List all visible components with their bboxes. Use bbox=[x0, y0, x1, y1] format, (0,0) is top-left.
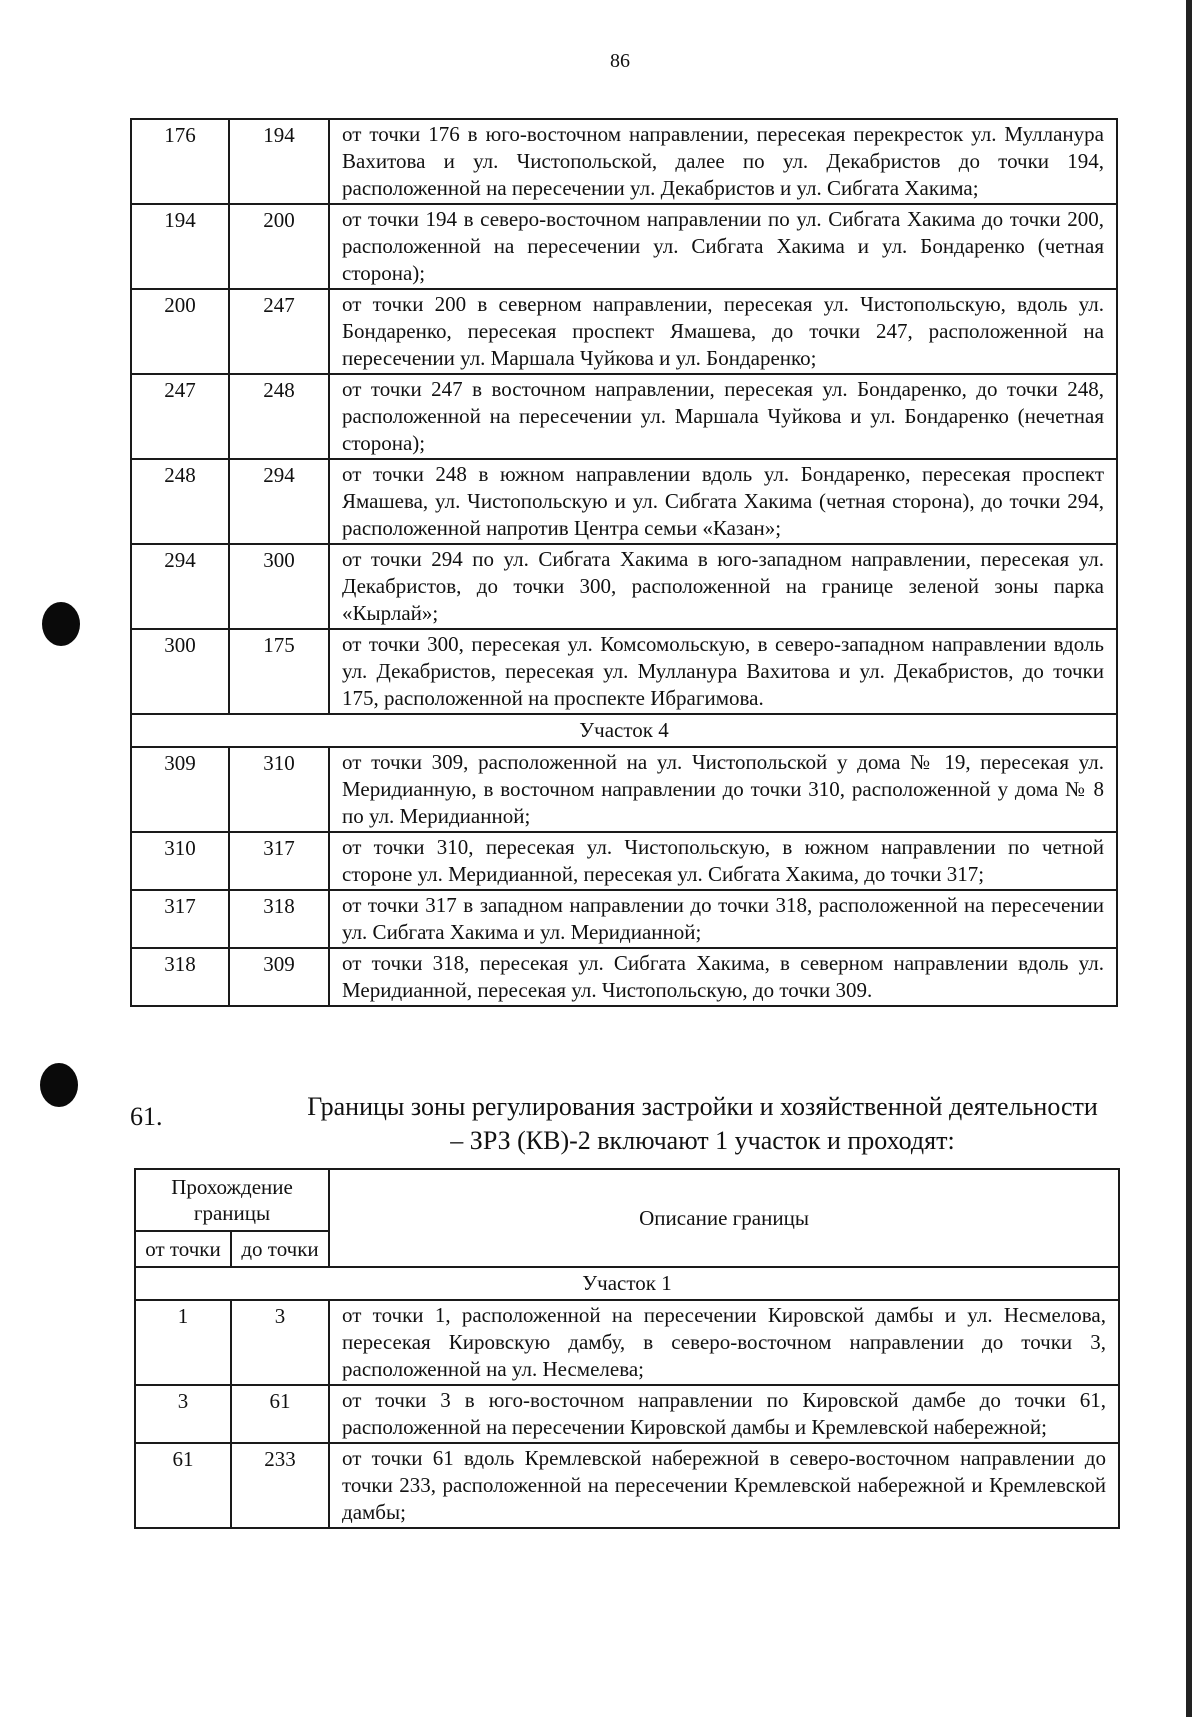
from-point-cell: 309 bbox=[131, 747, 229, 832]
to-point-cell: 233 bbox=[231, 1443, 329, 1528]
description-cell: от точки 248 в южном направлении вдоль ул. Бондаренко, пересекая проспект Ямашева, ул. Чистопольскую и ул. Сибгата Хакима (четная сторона), до точки 294, расположенной напротив Центра семьи «Казан»; bbox=[329, 459, 1117, 544]
table-row bbox=[131, 629, 1117, 714]
description-cell: от точки 61 вдоль Кремлевской набережной в северо-восточном направлении до точки 233, расположенной на пересечении Кремлевской набережной и Кремлевской дамбы; bbox=[329, 1443, 1119, 1528]
table-row bbox=[135, 1443, 1119, 1528]
from-point-cell: 317 bbox=[131, 890, 229, 948]
from-point-cell: 247 bbox=[131, 374, 229, 459]
to-point-cell: 294 bbox=[229, 459, 329, 544]
to-point-cell: 310 bbox=[229, 747, 329, 832]
from-point-cell: 176 bbox=[131, 119, 229, 204]
section-title-line2: – ЗРЗ (КВ)-2 включают 1 участок и проходят: bbox=[450, 1126, 955, 1155]
description-cell: от точки 309, расположенной на ул. Чистопольской у дома № 19, пересекая ул. Меридианную, в восточном направлении до точки 310, расположенной у дома № 8 по ул. Меридианной; bbox=[329, 747, 1117, 832]
section-label: Участок 1 bbox=[135, 1267, 1119, 1300]
table-row bbox=[131, 948, 1117, 1006]
to-point-cell: 175 bbox=[229, 629, 329, 714]
section-label: Участок 4 bbox=[131, 714, 1117, 747]
description-cell: от точки 318, пересекая ул. Сибгата Хакима, в северном направлении вдоль ул. Меридианной, пересекая ул. Чистопольскую, до точки 309. bbox=[329, 948, 1117, 1006]
description-cell: от точки 194 в северо-восточном направлении по ул. Сибгата Хакима до точки 200, расположенной на пересечении ул. Сибгата Хакима и ул. Бондаренко (четная сторона); bbox=[329, 204, 1117, 289]
description-cell: от точки 300, пересекая ул. Комсомольскую, в северо-западном направлении вдоль ул. Декабристов, пересекая ул. Мулланура Вахитова и ул. Декабристов, до точки 175, расположенной на проспекте Ибрагимова. bbox=[329, 629, 1117, 714]
description-cell: от точки 247 в восточном направлении, пересекая ул. Бондаренко, до точки 248, расположенной на пересечении ул. Маршала Чуйкова и ул. Бондаренко (нечетная сторона); bbox=[329, 374, 1117, 459]
from-point-cell: 310 bbox=[131, 832, 229, 890]
boundary-table-zrz-kv2 bbox=[134, 1168, 1120, 1529]
table-row bbox=[135, 1385, 1119, 1443]
to-point-cell: 3 bbox=[231, 1300, 329, 1385]
from-point-cell: 294 bbox=[131, 544, 229, 629]
from-point-cell: 300 bbox=[131, 629, 229, 714]
from-point-cell: 200 bbox=[131, 289, 229, 374]
from-point-cell: 3 bbox=[135, 1385, 231, 1443]
header-to-point: до точки bbox=[231, 1231, 329, 1267]
table-row bbox=[131, 374, 1117, 459]
header-passage: Прохождение границы bbox=[135, 1169, 329, 1231]
to-point-cell: 318 bbox=[229, 890, 329, 948]
page-number: 86 bbox=[610, 50, 630, 72]
table-row bbox=[131, 204, 1117, 289]
to-point-cell: 247 bbox=[229, 289, 329, 374]
to-point-cell: 317 bbox=[229, 832, 329, 890]
scan-edge-line bbox=[1186, 0, 1192, 1717]
to-point-cell: 61 bbox=[231, 1385, 329, 1443]
from-point-cell: 1 bbox=[135, 1300, 231, 1385]
from-point-cell: 318 bbox=[131, 948, 229, 1006]
table-row bbox=[131, 289, 1117, 374]
description-cell: от точки 3 в юго-восточном направлении по Кировской дамбе до точки 61, расположенной на пересечении Кировской дамбы и Кремлевской набережной; bbox=[329, 1385, 1119, 1443]
to-point-cell: 309 bbox=[229, 948, 329, 1006]
to-point-cell: 200 bbox=[229, 204, 329, 289]
section-title-line1: Границы зоны регулирования застройки и хозяйственной деятельности bbox=[307, 1092, 1098, 1121]
header-description: Описание границы bbox=[329, 1169, 1119, 1267]
punch-hole-mark bbox=[40, 1063, 78, 1107]
section-row bbox=[135, 1267, 1119, 1300]
header-from-point: от точки bbox=[135, 1231, 231, 1267]
description-cell: от точки 200 в северном направлении, пересекая ул. Чистопольскую, вдоль ул. Бондаренко, пересекая проспект Ямашева, до точки 247, расположенной на пересечении ул. Маршала Чуйкова и ул. Бондаренко; bbox=[329, 289, 1117, 374]
section-title bbox=[280, 1090, 1125, 1158]
from-point-cell: 61 bbox=[135, 1443, 231, 1528]
to-point-cell: 194 bbox=[229, 119, 329, 204]
description-cell: от точки 310, пересекая ул. Чистопольскую, в южном направлении по четной стороне ул. Меридианной, пересекая ул. Сибгата Хакима, до точки 317; bbox=[329, 832, 1117, 890]
from-point-cell: 194 bbox=[131, 204, 229, 289]
section-row bbox=[131, 714, 1117, 747]
section-number: 61. bbox=[130, 1102, 163, 1131]
table-row bbox=[131, 832, 1117, 890]
description-cell: от точки 294 по ул. Сибгата Хакима в юго-западном направлении, пересекая ул. Декабристов, до точки 300, расположенной на границе зеленой зоны парка «Кырлай»; bbox=[329, 544, 1117, 629]
description-cell: от точки 1, расположенной на пересечении Кировской дамбы и ул. Несмелова, пересекая Кировскую дамбу, в северо-восточном направлении до точки 3, расположенной на ул. Несмелева; bbox=[329, 1300, 1119, 1385]
table-row bbox=[135, 1300, 1119, 1385]
to-point-cell: 248 bbox=[229, 374, 329, 459]
from-point-cell: 248 bbox=[131, 459, 229, 544]
boundary-table-zone1 bbox=[130, 118, 1118, 1007]
to-point-cell: 300 bbox=[229, 544, 329, 629]
table-row bbox=[131, 890, 1117, 948]
table-row bbox=[131, 119, 1117, 204]
description-cell: от точки 176 в юго-восточном направлении, пересекая перекресток ул. Мулланура Вахитова и ул. Чистопольской, далее по ул. Декабристов до точки 194, расположенной на пересечении ул. Декабристов и ул. Сибгата Хакима; bbox=[329, 119, 1117, 204]
table-row bbox=[131, 459, 1117, 544]
table-row bbox=[131, 544, 1117, 629]
description-cell: от точки 317 в западном направлении до точки 318, расположенной на пересечении ул. Сибгата Хакима и ул. Меридианной; bbox=[329, 890, 1117, 948]
table-row bbox=[131, 747, 1117, 832]
punch-hole-mark bbox=[42, 602, 80, 646]
